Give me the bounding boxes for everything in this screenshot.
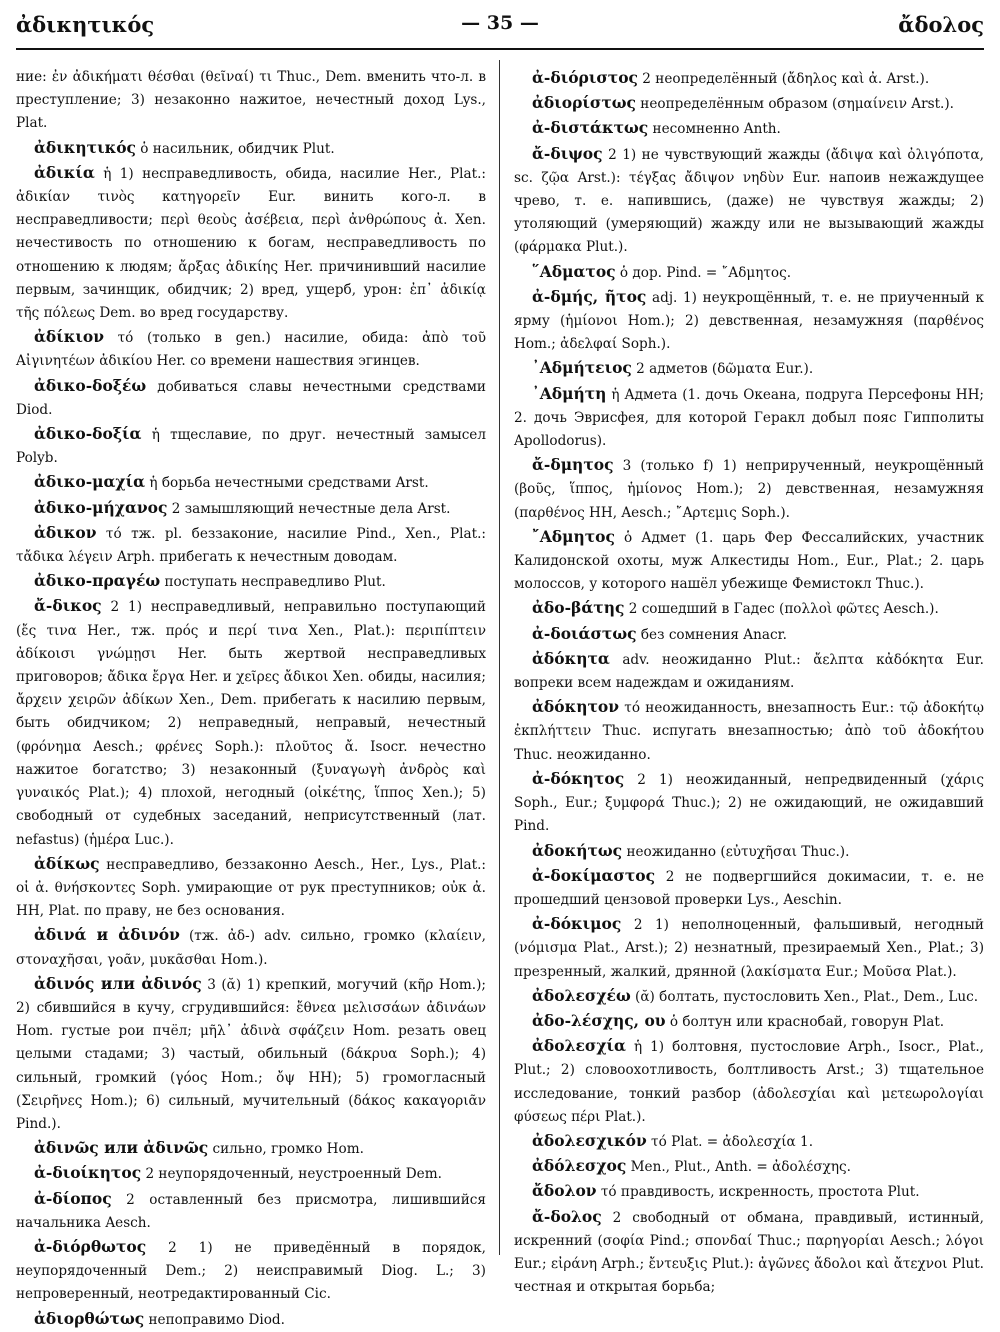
entry-headword: ἀδικία <box>34 162 95 182</box>
entry-definition: 2 1) неполноценный, фальшивый, негодный (νόμισμα Plat., Arst.); 2) незнатный, презираемый Xen., Plat.; 3) презренный, жалкий, дрянной (λακίσματα Eur.; Μοῦσα Plat.). <box>514 917 984 980</box>
entry-definition: ἡ 1) несправедливость, обида, насилие Her., Plat.: ἀδικίαν τινὸς κατηγορεῖν Eur. винить кого-л. в несправедливости; περὶ θεοὺς ἀσέβεια, περὶ ἀνθρώπους ἀ. Xen. нечестивость по отношению к богам, несправедливость по отношению к людям; ἄρξας ἀδικίης Her. причинивший насилие первым, зачинщик, обидчик; 2) вред, ущерб, урон: ἐπ᾽ ἀδικίᾳ τῆς πόλεως Dem. во вред государству. <box>16 165 486 322</box>
dictionary-entry <box>16 1235 486 1307</box>
entry-headword: ἀ-δοιάστως <box>532 623 637 643</box>
entry-headword: ῎Αδμητος <box>532 526 615 546</box>
dictionary-entry <box>16 374 486 422</box>
entry-headword: ἀδολεσχέω <box>532 985 631 1005</box>
entry-definition: неожиданно (εὐτυχῆσαι Thuc.). <box>622 843 850 860</box>
dictionary-entry <box>514 285 984 357</box>
entry-headword: ἀδο-λέσχης, ου <box>532 1010 666 1030</box>
entry-definition: непоправимо Diod. <box>144 1311 285 1328</box>
page-number: — 35 — <box>461 12 539 34</box>
dictionary-entry <box>16 852 486 924</box>
dictionary-entry <box>16 972 486 1136</box>
dictionary-entry <box>514 864 984 912</box>
entry-definition: 2 замышляющий нечестные дела Arst. <box>167 500 451 517</box>
dictionary-entry <box>16 521 486 569</box>
entry-definition: τό Plat. = ἀδολεσχία 1. <box>646 1133 814 1150</box>
entry-headword: ἀδολεσχία <box>532 1036 626 1056</box>
dictionary-entry <box>514 453 984 525</box>
entry-definition: 2 сошедший в Гадес (πολλοὶ φῶτες Aesch.). <box>624 601 939 618</box>
left-column <box>16 66 486 1328</box>
entry-headword: ἀδιορθώτως <box>34 1308 145 1328</box>
dictionary-entry <box>514 1034 984 1129</box>
entry-headword: ἄ-διψος <box>532 143 603 163</box>
entry-headword: ἀδόκητον <box>532 697 620 717</box>
dictionary-entry <box>514 622 984 647</box>
entry-definition: 2 неопределённый (ἄδηλος καὶ ἀ. Arst.). <box>637 71 930 87</box>
entry-definition: 2 1) неожиданный, непредвиденный (χάρις Soph., Eur.; ξυμφορά Thuc.); 2) не ожидающий, не ожидавший Pind. <box>514 771 984 835</box>
dictionary-entry <box>514 116 984 141</box>
entry-headword: ἀδικο-δοξέω <box>34 375 147 395</box>
entry-headword: ἀδικο-δοξία <box>34 424 142 444</box>
entry-definition: ἡ борьба нечестными средствами Arst. <box>145 475 429 492</box>
dictionary-entry <box>16 422 486 470</box>
entry-headword: ἀ-διόρθωτος <box>34 1236 147 1256</box>
page-header <box>16 12 984 42</box>
entry-headword: ἀ-δόκητος <box>532 768 625 788</box>
dictionary-entry <box>16 1161 486 1186</box>
entry-headword: ἀδόκητα <box>532 648 610 668</box>
entry-definition: ὁ болтун или краснобай, говорун Plat. <box>665 1013 945 1030</box>
dictionary-entry <box>514 91 984 116</box>
entry-headword: ἀδινός или ἀδινός <box>34 973 202 993</box>
entry-definition: Men., Plut., Anth. = ἀδολέσχης. <box>626 1159 851 1176</box>
dictionary-entry <box>16 923 486 971</box>
entry-definition: adj. 1) неукрощённый, т. е. не приученный к ярму (ἡμίονοι Hom.); 2) девственная, незамужняя (παρθένος Hom.; ἀδελφαί Soph.). <box>514 289 984 353</box>
entry-definition: τό правдивость, искренность, простота Plut. <box>596 1184 920 1201</box>
entry-definition: ἡ Адмета (1. дочь Океана, подруга Персефоны HH; 2. дочь Эврисфея, для которой Геракл добыл пояс Гипполиты Apollodorus). <box>514 386 984 450</box>
dictionary-entry <box>16 470 486 495</box>
dictionary-entry <box>514 260 984 285</box>
entry-headword: ἀδο-βάτης <box>532 598 625 618</box>
entry-definition: τό тж. pl. беззаконие, насилие Pind., Xen., Plat.: τἄδικα λέγειν Arph. прибегать к нечестным доводам. <box>16 525 486 566</box>
dictionary-entry <box>514 647 984 695</box>
dictionary-entry <box>16 325 486 373</box>
dictionary-entry <box>514 596 984 621</box>
entry-definition: ὁ насильник, обидчик Plut. <box>135 140 335 157</box>
entry-headword: ἀ-δμής, ῆτος <box>532 286 647 306</box>
column-divider <box>499 60 500 1255</box>
entry-headword: ἀδόλεσχος <box>532 1156 627 1176</box>
dictionary-entry <box>514 1009 984 1034</box>
dictionary-entry <box>16 1136 486 1161</box>
entry-definition: несомненно Anth. <box>648 121 781 138</box>
entry-headword: ἄ-δμητος <box>532 455 614 475</box>
dictionary-entry <box>16 594 486 851</box>
header-last-word: ἄδολος <box>898 12 984 37</box>
entry-definition: 2 1) несправедливый, неправильно поступающий (ἔς τινα Her., тж. πρός и περί τινα Xen., Plat.): περιπίπτειν ἀδίκοισι γνώμῃσι Her. быть жертвой несправедливых приговоров; ἄδικα ἔργα Her. и χεῖρες ἄδικοι Xen. обиды, насилия; ἄρχειν χειρῶν ἀδίκων Xen., Dem. прибегать к насилию первым, быть обидчиком; 2) неправедный, неправый, нечестный (φρόνημα Aesch.; φρένες Soph.): πλοῦτος ἄ. Isocr. нечестно нажитое богатство; 3) незаконный (ξυναγωγὴ ἀνδρὸς καὶ γυναικός Plat.); 4) плохой, негодный (οἰκέτης, ἵππος Xen.); 5) свободный от судебных заседаний, неприсутственный (лат. nefastus) (ἡμέρα Luc.). <box>16 599 486 848</box>
entry-definition: 2 оставленный без присмотра, лишившийся начальника Aesch. <box>16 1191 486 1231</box>
entry-definition: 3 (только f) 1) неприрученный, неукрощённый (βοῦς, ἵππος, ἡμίονος Hom.); 2) девственная, незамужняя (παρθένος HH, Aesch.; ῎Αρτεμις Soph.). <box>514 458 984 521</box>
entry-definition: поступать несправедливо Plut. <box>160 574 386 591</box>
entry-headword: ᾿Αδμήτειος <box>532 358 632 378</box>
dictionary-entry <box>514 839 984 864</box>
dictionary-entry <box>514 912 984 984</box>
dictionary-entry <box>514 66 984 91</box>
entry-headword: ἀ-διοίκητος <box>34 1163 142 1183</box>
entry-headword: ἀδικο-μαχία <box>34 472 146 492</box>
entry-headword: ἀ-δοκίμαστος <box>532 865 656 885</box>
dictionary-entry <box>16 136 486 161</box>
entry-headword: ἄ-δικος <box>34 596 102 616</box>
entry-headword: ἀδινῶς или ἀδινῶς <box>34 1138 209 1158</box>
entry-headword: ἀδικητικός <box>34 137 136 157</box>
entry-definition: ὁ Адмет (1. царь Фер Фессалийских, участник Калидонской охоты, муж Алкестиды Hom., Eur., Plat.; 2. царь молоссов, у которого нашёл убежище Фемистокл Thuc.). <box>514 529 984 593</box>
dictionary-entry <box>16 1187 486 1235</box>
entry-definition: (тж. ἀδ-) adv. сильно, громко (κλαίειν, στοναχῆσαι, γοᾶν, μυκᾶσθαι Hom.). <box>16 928 486 968</box>
dictionary-entry <box>16 66 486 136</box>
entry-headword: ἀδινά и ἀδινόν <box>34 925 180 945</box>
entry-headword: ἄ-δολος <box>532 1206 602 1226</box>
entry-headword: ἀδικο-μήχανος <box>34 497 168 517</box>
entry-definition: 2 адметов (δῶματα Eur.). <box>631 361 814 378</box>
entry-headword: ἀδιορίστως <box>532 93 636 113</box>
dictionary-entry <box>514 984 984 1009</box>
entry-definition: adv. неожиданно Plut.: ἄελπτα κἀδόκητα Eur. вопреки всем надеждам и ожиданиям. <box>514 651 984 692</box>
entry-headword: ᾿Αδμήτη <box>532 383 607 403</box>
dictionary-entry <box>514 1154 984 1179</box>
entry-headword: ἀδικον <box>34 522 97 542</box>
entry-definition: без сомнения Anacr. <box>636 626 787 643</box>
dictionary-entry <box>16 569 486 594</box>
entry-definition: ἡ тщеславие, по друг. нечестный замысел Polyb. <box>16 427 486 467</box>
entry-definition: добиваться славы нечестными средствами Diod. <box>16 378 486 418</box>
entry-headword: ἀ-δόκιμος <box>532 914 622 934</box>
entry-definition: 2 неупорядоченный, неустроенный Dem. <box>141 1166 442 1183</box>
entry-headword: ἀδίκιον <box>34 327 104 347</box>
header-rule <box>16 48 984 50</box>
entry-headword: ἀ-δίοπος <box>34 1188 112 1208</box>
entry-headword: ἄδολον <box>532 1181 597 1201</box>
dictionary-entry <box>514 142 984 260</box>
dictionary-entry <box>514 767 984 839</box>
right-column <box>514 66 984 1296</box>
dictionary-entry <box>16 161 486 325</box>
dictionary-entry <box>514 382 984 454</box>
dictionary-entry <box>514 695 984 767</box>
dictionary-entry <box>16 1307 486 1332</box>
entry-definition: (ᾰ) болтать, пустословить Xen., Plat., Dem., Luc. <box>630 988 979 1005</box>
entry-definition: 2 не подвергшийся докимасии, т. е. не прошедший цензовой проверки Lys., Aeschin. <box>514 868 984 908</box>
dictionary-entry <box>514 1179 984 1204</box>
entry-definition: 3 (ᾰ) 1) крепкий, могучий (κῆρ Hom.); 2) сбившийся в кучу, сгрудившийся: ἔθνεα μελισσάων ἀδινάων Hom. густые рои пчёл; μῆλ᾽ ἀδινὰ σφάζειν Hom. резать овец целыми стадами; 3) частый, обильный (δάκρυα Soph.); 4) сильный, громкий (γόος Hom.; ὄψ HH); 5) громогласный (Σειρῆνες Hom.); 6) сильный, мучительный (δάκος κακαγοριᾶν Pind.). <box>16 976 486 1132</box>
header-first-word: ἀδικητικός <box>16 12 155 37</box>
entry-headword: ῞Αδματος <box>532 261 616 281</box>
dictionary-entry <box>514 1205 984 1300</box>
entry-definition: τό неожиданность, внезапность Eur.: τῷ ἀδοκήτῳ ἐκπλήττειν Thuc. испугать внезапностью; ἀπὸ τοῦ ἀδοκήτου Thuc. неожиданно. <box>514 700 984 763</box>
entry-headword: ἀ-διόριστος <box>532 68 638 87</box>
entry-definition: 2 1) не чувствующий жажды (ἄδιψα καὶ ὀλιγόποτα, sc. ζῷα Arst.): τέγξας ἄδιψον νηδὺν Eur. напоив нежаждущее чрево, т. е. напившись, (даже) не чувствуя жажды; 2) утоляющий (умеряющий) жажду или не вызывающий жажды (φάρμακα Plut.). <box>514 146 984 256</box>
entry-headword: ἀδοκήτως <box>532 840 623 860</box>
dictionary-entry <box>514 525 984 597</box>
entry-definition: τό (только в gen.) насилие, обида: ἀπὸ τοῦ Αἰγινητέων ἀδικίου Her. со времени нашествия эгинцев. <box>16 330 486 370</box>
entry-headword: ἀδολεσχικόν <box>532 1130 647 1150</box>
entry-definition: 2 1) не приведённый в порядок, неупорядоченный Dem.; 2) неисправимый Diog. L.; 3) непроверенный, неотредактированный Cic. <box>16 1239 486 1303</box>
entry-headword: ἀ-διστάκτως <box>532 118 649 138</box>
entry-definition: сильно, громко Hom. <box>208 1141 364 1158</box>
dictionary-entry <box>514 1129 984 1154</box>
dictionary-entry <box>514 356 984 381</box>
entry-definition: ὁ дор. Pind. = ῎Αδμητος. <box>615 264 792 281</box>
entry-definition: несправедливо, беззаконно Aesch., Her., Lys., Plat.: οἱ ἀ. θνήσκοντες Soph. умирающие от рук преступников; οὐκ ἀ. HH, Plat. по праву, не без основания. <box>16 856 486 920</box>
entry-definition: неопределённым образом (σημαίνειν Arst.). <box>635 96 954 113</box>
dictionary-entry <box>16 496 486 521</box>
entry-headword: ἀδικο-πραγέω <box>34 571 161 591</box>
entry-definition: 2 свободный от обмана, правдивый, истинный, искренний (σοφία Pind.; σπονδαί Thuc.; παρηγορίαι Aesch.; λόγοι Eur.; εἰράνη Arph.; ἔντευξις Plut.): ἀγῶνες ἄδολοι καὶ ἄτεχνοι Plut. честная и открытая борьба; <box>514 1209 984 1296</box>
entry-headword: ἀδίκως <box>34 853 100 873</box>
entry-definition: ние: ἐν ἀδικήματι θέσθαι (θεῖναί) τι Thuc., Dem. вменить что-л. в преступление; 3) незаконно нажитое, нечестный доход Lys., Plat. <box>16 69 486 132</box>
entry-definition: ἡ 1) болтовня, пустословие Arph., Isocr., Plat., Plut.; 2) словоохотливость, болтливость Arst.; 3) тщательное исследование, тонкий разбор (ἀδολεσχίαι καὶ μετεωρολογίαι φύσεως πέρι Plat.). <box>514 1039 984 1125</box>
